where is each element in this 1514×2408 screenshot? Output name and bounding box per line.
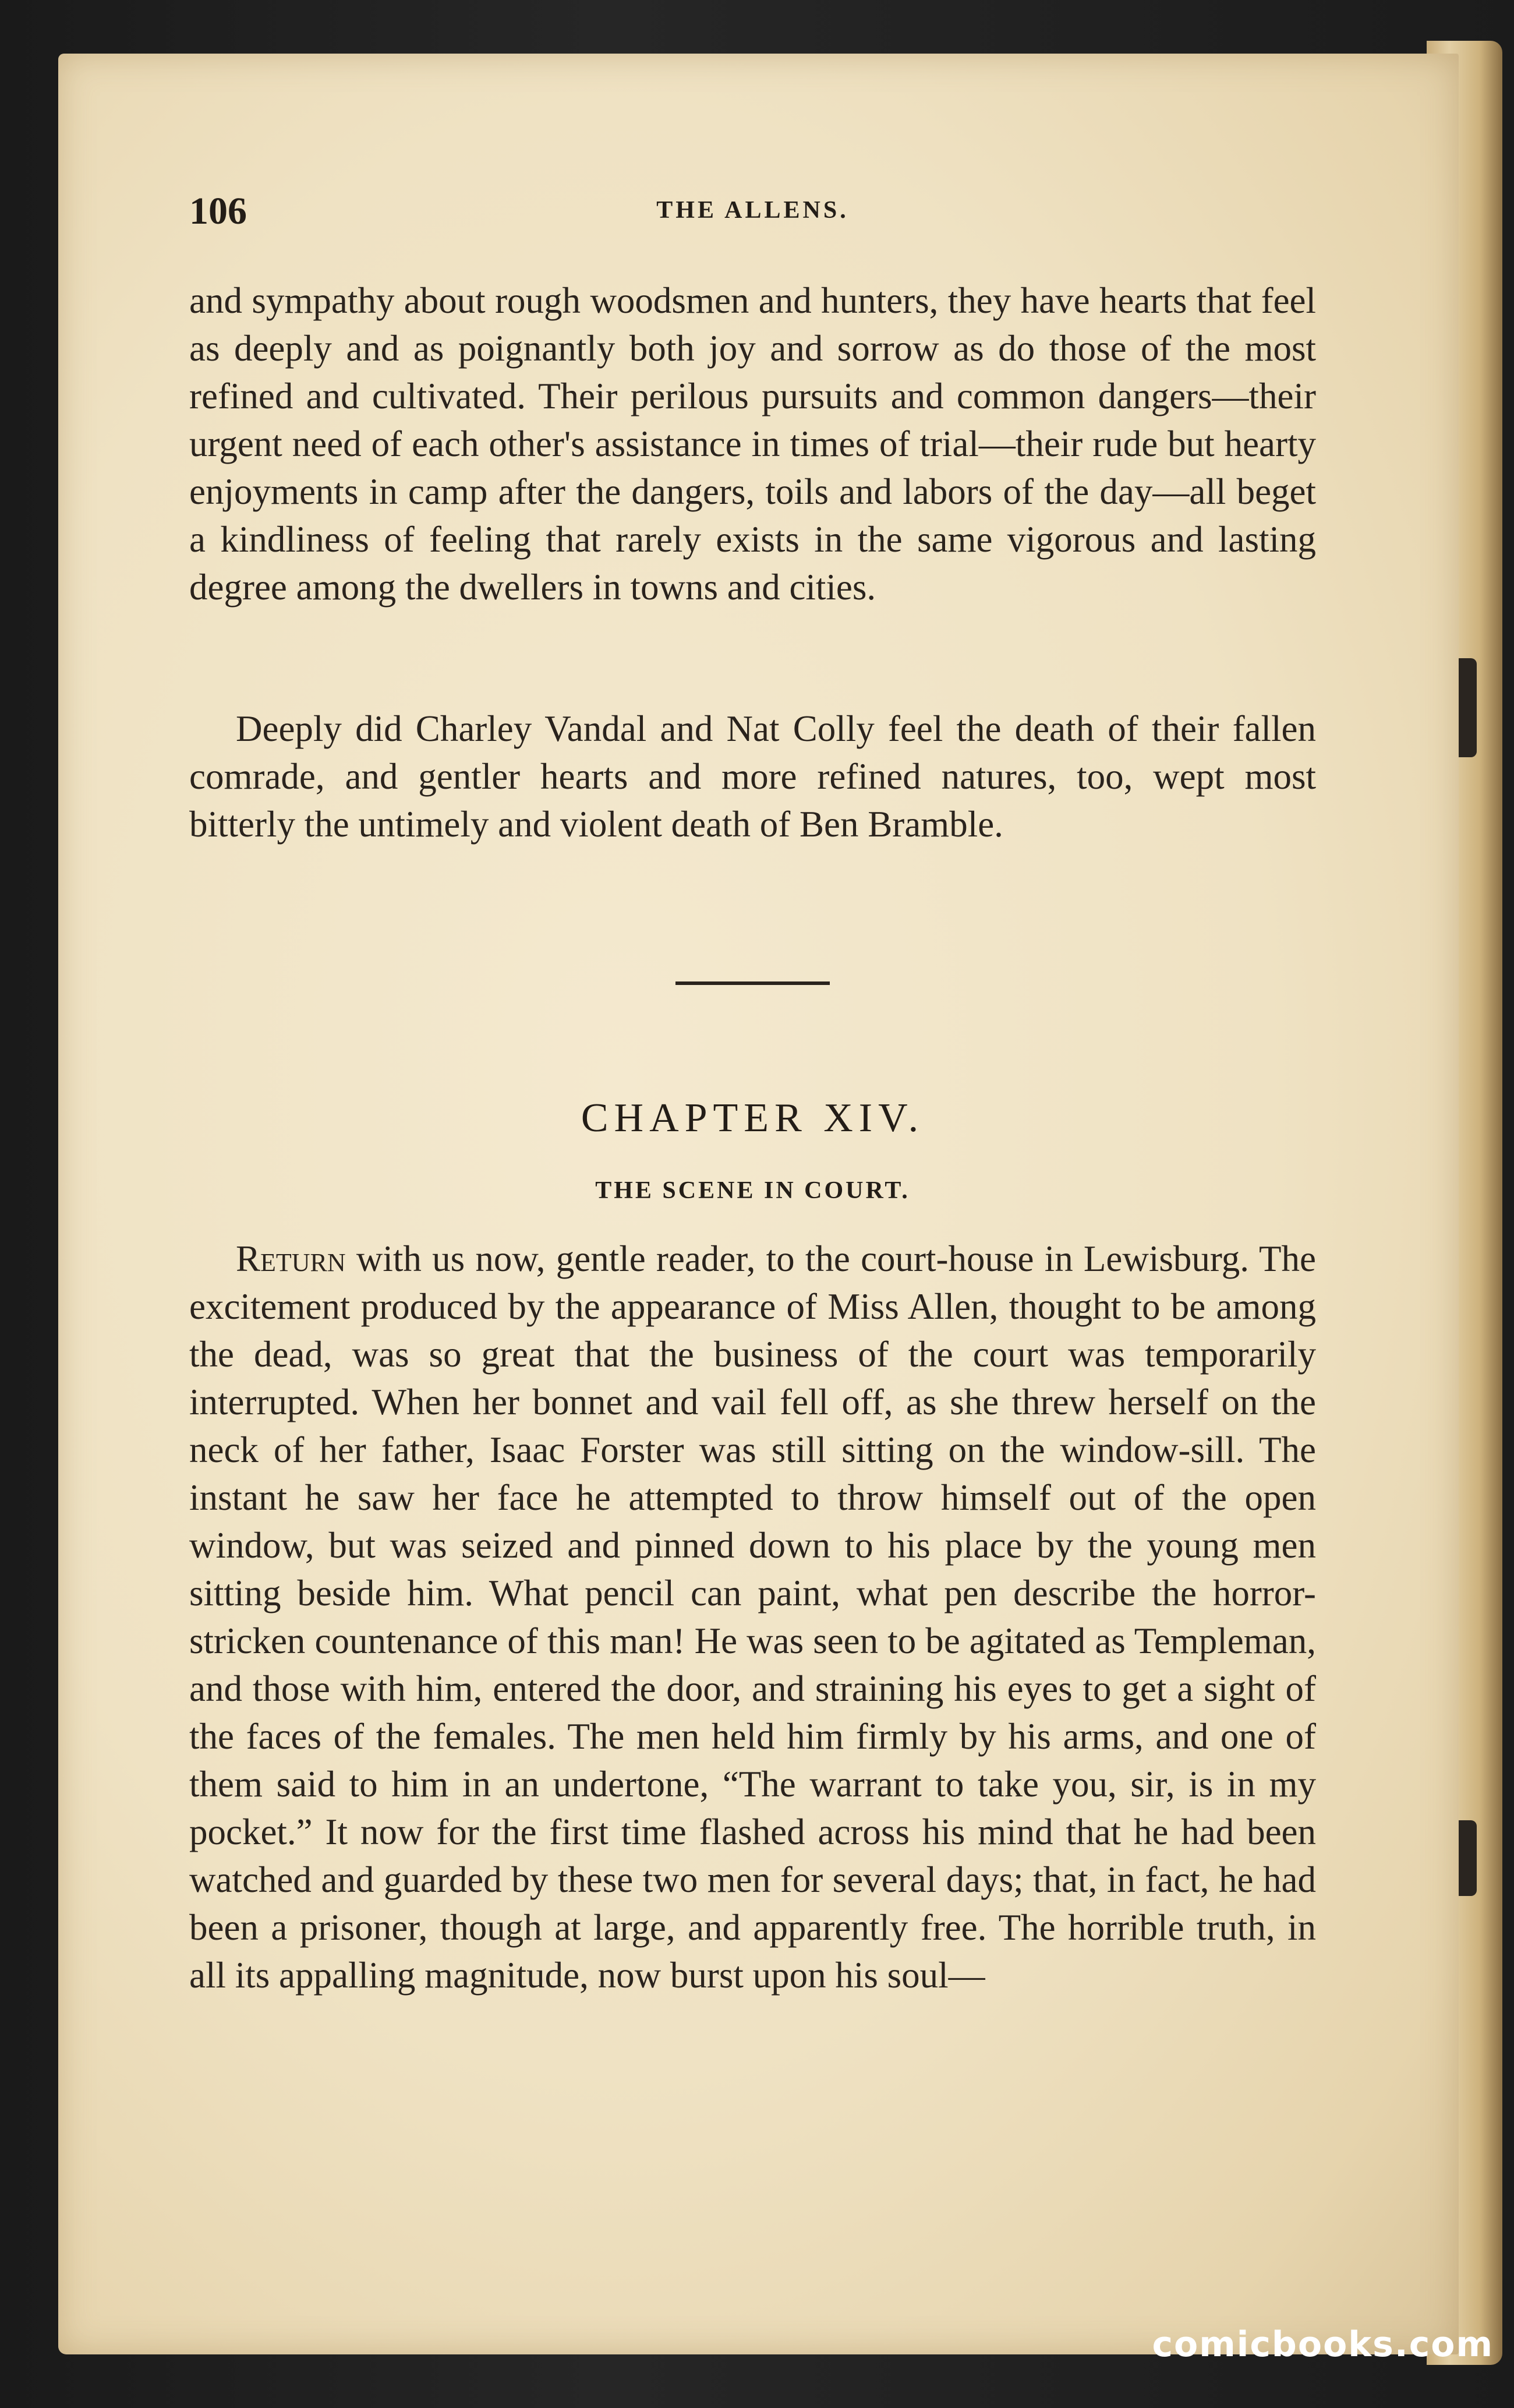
running-head: THE ALLENS. bbox=[656, 197, 849, 224]
paragraph-deeply: Deeply did Charley Vandal and Nat Colly feel the death of their fallen comrade, and gentler hearts and more refined natures, too, wept most bitterly the untimely and violent death of Ben Bramble. bbox=[189, 708, 1316, 845]
paragraph-continued: and sympathy about rough woodsmen and hunters, they have hearts that feel as deeply and as poignantly both joy and sorrow as do those of the most refined and cultivated. Their perilous pursuits and common dangers—their urgent need of each other's assistance in times of trial—their rude but hearty enjoyments in camp after the dangers, toils and labors of the day—all beget a kindliness of feeling that rarely exists in the same vigorous and lasting degree among the dwellers in towns and cities. bbox=[189, 280, 1316, 608]
page-header bbox=[189, 189, 1316, 242]
body-text-top bbox=[189, 277, 1316, 611]
section-divider-rule bbox=[675, 981, 830, 985]
chapter-paragraph bbox=[189, 1235, 1316, 1999]
chapter-subtitle: THE SCENE IN COURT. bbox=[595, 1177, 910, 1204]
chapter-body-text bbox=[189, 1235, 1316, 1999]
page-number: 106 bbox=[189, 190, 247, 232]
chapter-lead-word: Return bbox=[236, 1238, 346, 1279]
body-text-second bbox=[189, 705, 1316, 848]
chapter-paragraph-text: with us now, gentle reader, to the court-house in Lewisburg. The excitement produced by the appearance of Miss Allen, thought to be among the dead, was so great that the business of the court was temporarily interrupted. When her bonnet and vail fell off, as she threw herself on the neck of her father, Isaac Forster was still sitting on the window-sill. The instant he saw her face he attempted to throw himself out of the open window, but was seized and pinned down to his place by the young men sitting beside him. What pencil can paint, what pen describe the horror-stricken countenance of this man! He was seen to be agitated as Templeman, and those with him, entered the door, and straining his eyes to get a sight of the faces of the females. The men held him firmly by his arms, and one of them said to him in an undertone, “The warrant to take you, sir, is in my pocket.” It now for the first time flashed across his mind that he had been watched and guarded by these two men for several days; that, in fact, he had been a prisoner, though at large, and apparently free. The horrible truth, in all its appalling magnitude, now burst upon his soul— bbox=[189, 1238, 1316, 1996]
chapter-title: CHAPTER XIV. bbox=[581, 1096, 925, 1141]
watermark-text: comicbooks.com bbox=[1152, 2324, 1494, 2365]
